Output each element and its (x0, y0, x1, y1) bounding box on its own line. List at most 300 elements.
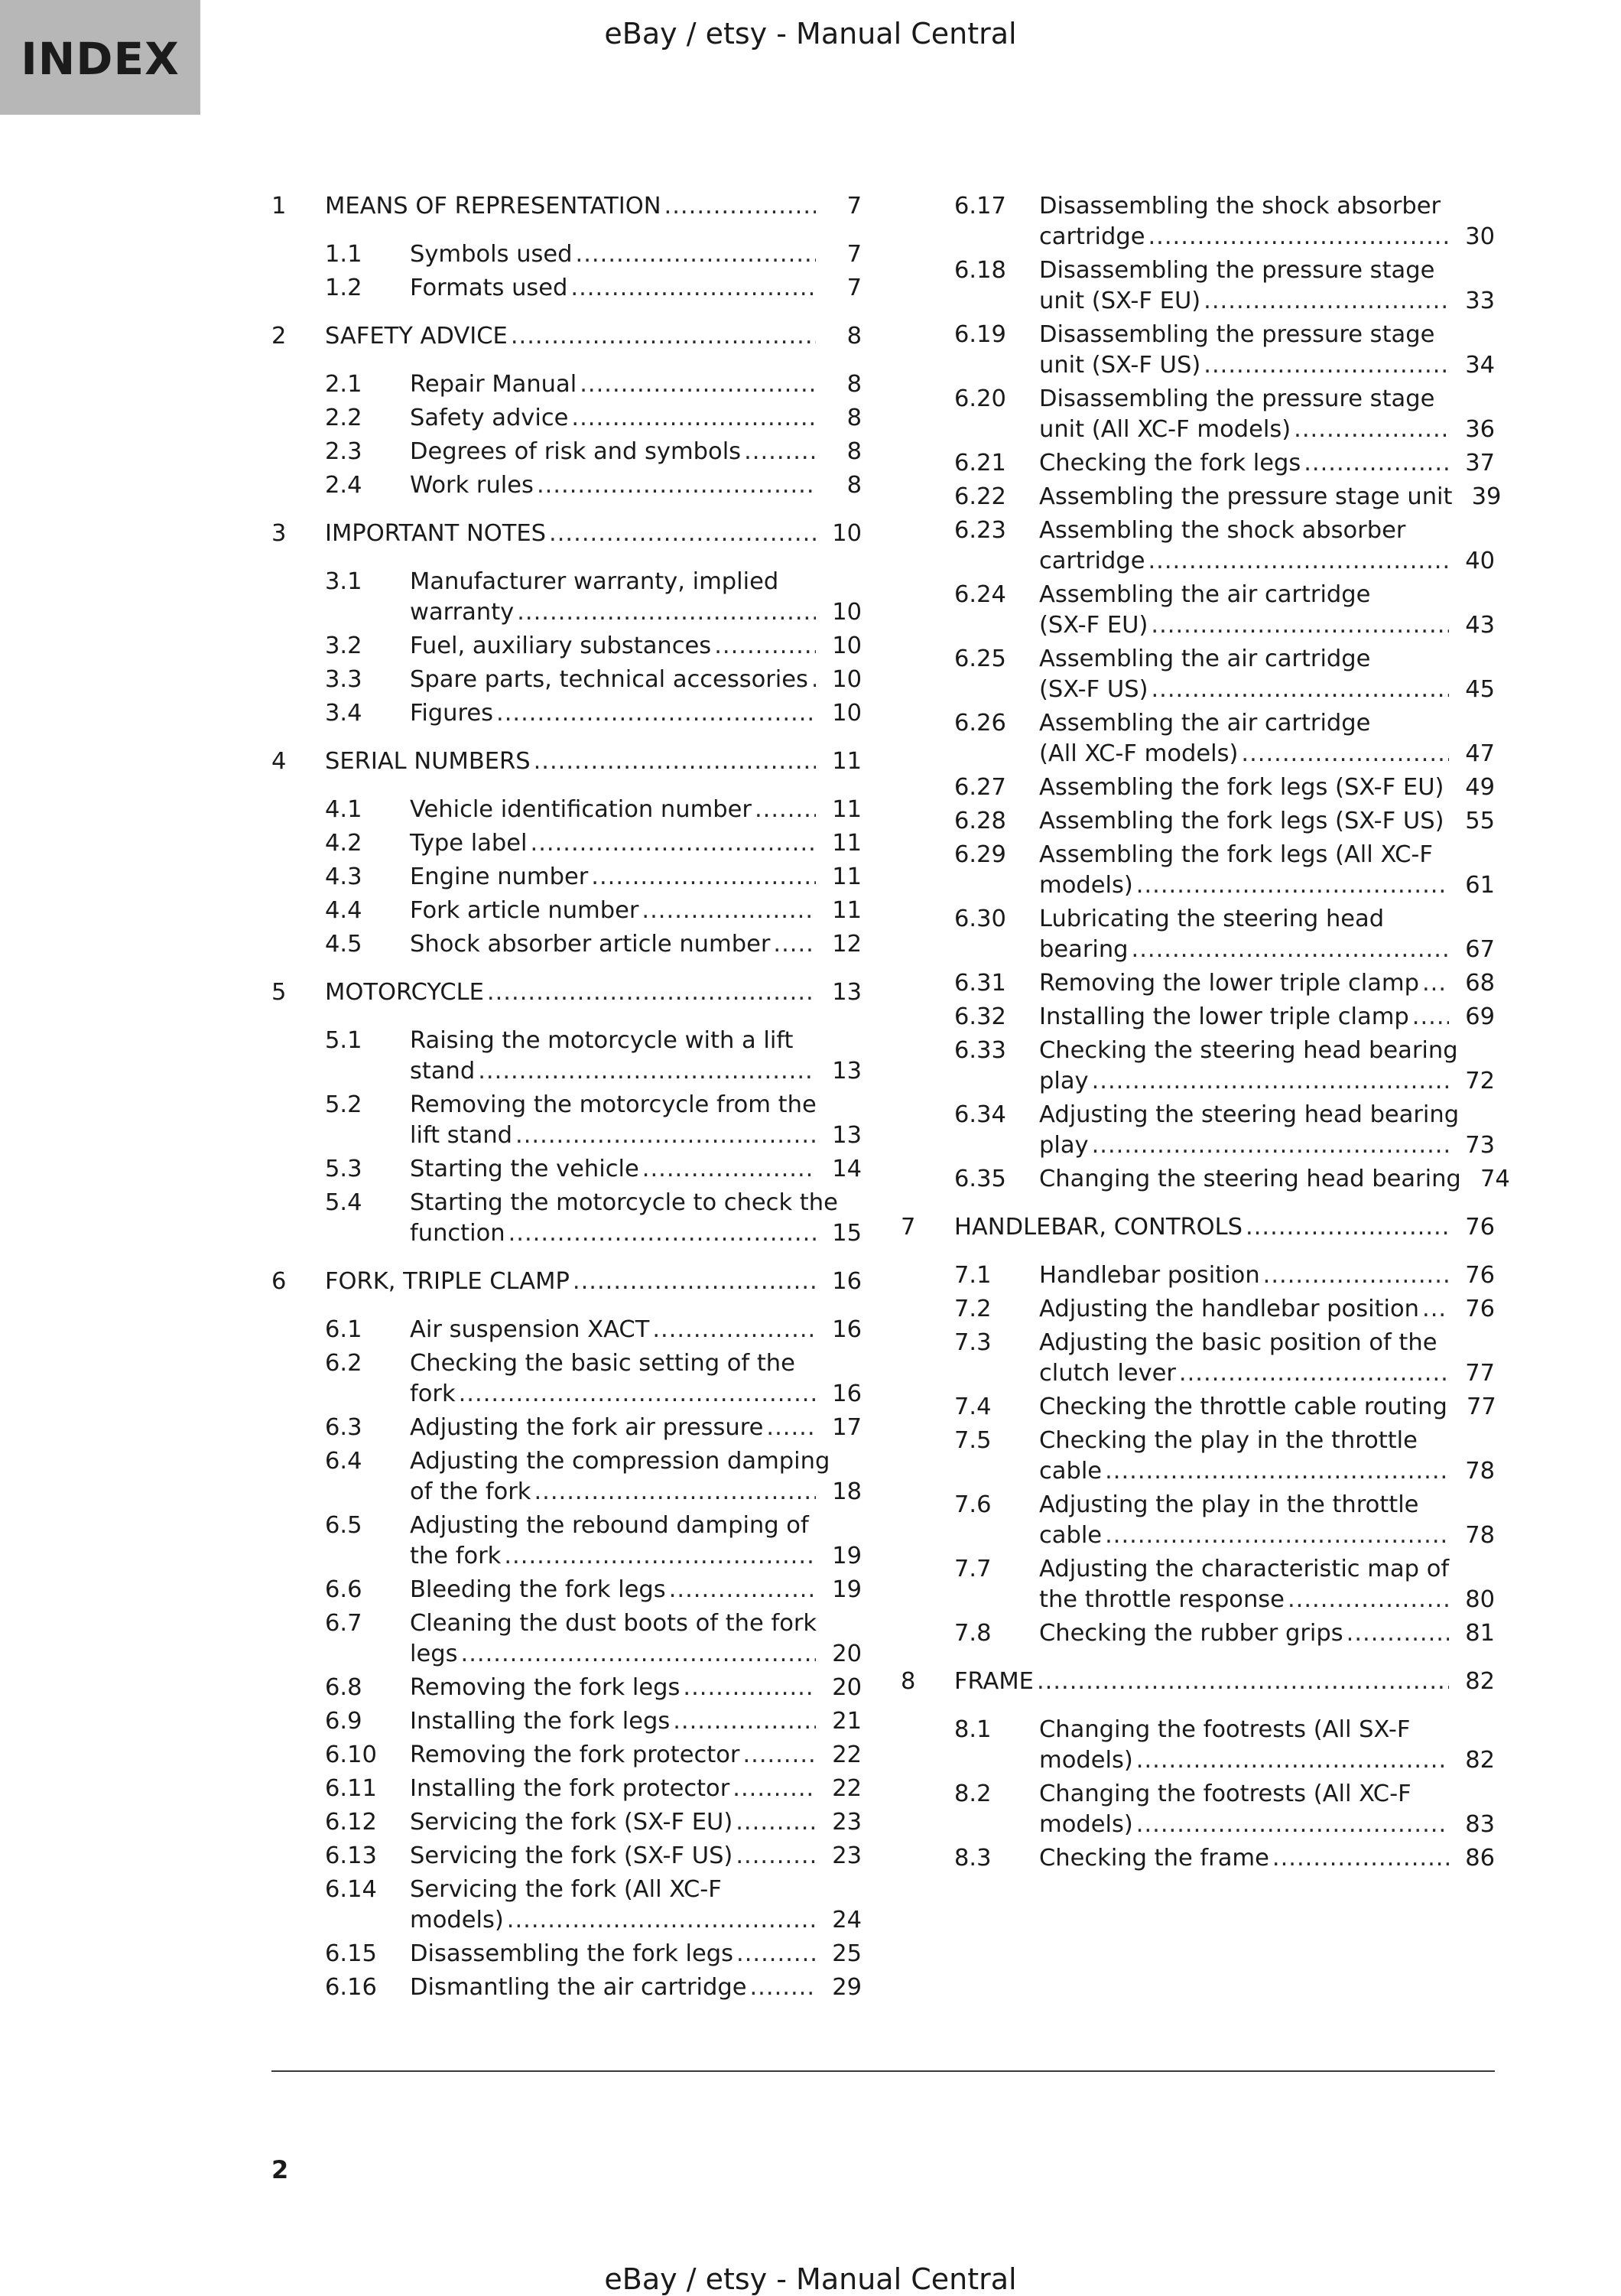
toc-number: 6.7 (325, 1610, 362, 1637)
toc-number: 4.3 (325, 863, 362, 890)
toc-page-number: 74 (1480, 1166, 1510, 1192)
toc-page-number: 13 (832, 1058, 862, 1085)
toc-chapter[interactable] (901, 1212, 1495, 1243)
dot-leader (534, 746, 816, 777)
toc-title-line: Adjusting the handlebar position (1039, 1296, 1419, 1322)
toc-title-line: play (1039, 1132, 1089, 1159)
footer-rule (271, 2070, 1495, 2072)
toc-entry[interactable] (271, 1807, 862, 1838)
toc-title (410, 1706, 862, 1737)
toc-number: 6.9 (325, 1708, 362, 1735)
toc-entry[interactable] (271, 795, 862, 825)
toc-title-line: Assembling the pressure stage unit (1039, 483, 1453, 510)
toc-title (410, 929, 862, 960)
toc-number: 6.31 (954, 970, 1006, 997)
toc-title-line: fork (410, 1381, 456, 1407)
toc-title-line: unit (All XC-F models) (1039, 416, 1291, 443)
toc-page-number: 33 (1465, 288, 1495, 314)
toc-title-line: FORK, TRIPLE CLAMP (325, 1268, 570, 1295)
dot-leader (1148, 546, 1449, 577)
dot-leader (1204, 286, 1449, 317)
toc-page-number: 82 (1465, 1747, 1495, 1774)
toc-title (1039, 1554, 1495, 1615)
toc-title-line: stand (410, 1058, 476, 1085)
toc-title-line: MEANS OF REPRESENTATION (325, 193, 661, 220)
toc-page-number: 68 (1465, 970, 1495, 997)
toc-title-line: Installing the lower triple clamp (1039, 1003, 1409, 1030)
toc-title-line: cartridge (1039, 548, 1145, 574)
dot-leader (531, 828, 816, 859)
toc-number: 6.30 (954, 906, 1006, 932)
toc-page-number: 20 (832, 1641, 862, 1667)
dot-leader (683, 1673, 816, 1703)
toc-page-number: 10 (832, 700, 862, 727)
toc-title (410, 437, 862, 467)
toc-chapter[interactable] (271, 191, 862, 222)
toc-page-number: 8 (846, 405, 862, 431)
toc-title-line: Servicing the fork (SX-F US) (410, 1842, 733, 1869)
dot-leader (1136, 1810, 1449, 1840)
toc-title (410, 239, 862, 270)
dot-leader (571, 403, 816, 434)
toc-number: 6.10 (325, 1742, 377, 1768)
toc-page-number: 55 (1465, 808, 1495, 834)
toc-number: 5 (271, 979, 287, 1006)
toc-entry[interactable] (901, 1392, 1495, 1423)
toc-entry[interactable] (901, 515, 1495, 577)
toc-number: 8.3 (954, 1845, 992, 1872)
dot-leader (507, 1905, 816, 1936)
toc-entry[interactable] (271, 1188, 862, 1249)
toc-page-number: 11 (832, 897, 862, 924)
dot-leader (478, 1056, 816, 1087)
dot-leader (537, 470, 816, 501)
toc-title-line: Removing the motorcycle from the (410, 1091, 817, 1118)
dot-leader (1241, 739, 1449, 769)
toc-title (1039, 708, 1495, 769)
dot-leader (1263, 1260, 1449, 1291)
dot-leader (736, 1807, 816, 1838)
toc-title (1039, 1490, 1495, 1551)
toc-title (1039, 1392, 1495, 1423)
toc-entry[interactable] (901, 448, 1495, 479)
toc-title-line: Assembling the fork legs (SX-F EU) (1039, 774, 1444, 801)
dot-leader (549, 519, 816, 549)
toc-entry[interactable] (901, 255, 1495, 317)
toc-title-line: FRAME (954, 1668, 1034, 1695)
toc-chapter[interactable] (271, 746, 862, 777)
toc-title (1039, 1100, 1495, 1161)
dot-leader (1246, 1212, 1449, 1243)
dot-leader (570, 273, 816, 304)
toc-title (325, 191, 862, 222)
toc-title (1039, 904, 1495, 965)
dot-leader (534, 1477, 816, 1507)
toc-entry[interactable] (271, 929, 862, 960)
toc-entry[interactable] (901, 840, 1495, 901)
toc-number: 5.3 (325, 1156, 362, 1182)
toc-title (1039, 1002, 1495, 1033)
toc-chapter[interactable] (271, 519, 862, 549)
dot-leader (766, 1413, 816, 1443)
dot-leader (1148, 222, 1449, 252)
toc-title-line: Shock absorber article number (410, 931, 771, 958)
toc-title (954, 1212, 1495, 1243)
toc-number: 6.5 (325, 1512, 362, 1539)
toc-number: 6.29 (954, 841, 1006, 868)
dot-leader (504, 1541, 816, 1572)
toc-title-line: Installing the fork legs (410, 1708, 671, 1735)
toc-title-line: Adjusting the play in the throttle (1039, 1491, 1419, 1518)
toc-number: 6.22 (954, 483, 1006, 510)
toc-page-number: 34 (1465, 352, 1495, 379)
toc-title-line: Cleaning the dust boots of the fork (410, 1610, 817, 1637)
toc-entry[interactable] (271, 369, 862, 400)
toc-title-line: Manufacturer warranty, implied (410, 568, 779, 595)
toc-title (1039, 772, 1495, 803)
toc-number: 1 (271, 193, 287, 220)
toc-entry[interactable] (901, 1260, 1495, 1291)
toc-title-line: legs (410, 1641, 458, 1667)
toc-entry[interactable] (901, 1490, 1495, 1551)
toc-chapter[interactable] (271, 1267, 862, 1297)
toc-entry[interactable] (901, 1100, 1495, 1161)
toc-number: 7.4 (954, 1394, 992, 1420)
toc-number: 8.2 (954, 1781, 992, 1807)
toc-title (1039, 806, 1495, 837)
toc-title-line: Changing the footrests (All XC-F (1039, 1781, 1411, 1807)
toc-entry[interactable] (901, 1715, 1495, 1776)
toc-title (410, 1575, 862, 1605)
toc-page-number: 36 (1465, 416, 1495, 443)
toc-title (325, 746, 862, 777)
toc-number: 6.20 (954, 385, 1006, 412)
toc-page-number: 80 (1465, 1586, 1495, 1613)
toc-title-line: Work rules (410, 472, 534, 499)
toc-entry[interactable] (271, 698, 862, 729)
toc-title-line: Starting the motorcycle to check the (410, 1189, 838, 1216)
toc-title (410, 1446, 862, 1507)
toc-title-line: models) (1039, 872, 1133, 899)
toc-title (410, 273, 862, 304)
dot-leader (517, 597, 816, 628)
toc-entry[interactable] (271, 1875, 862, 1936)
toc-entry[interactable] (901, 708, 1495, 769)
toc-title-line: Bleeding the fork legs (410, 1576, 666, 1603)
toc-title-line: Removing the fork protector (410, 1742, 740, 1768)
toc-number: 7.8 (954, 1620, 992, 1647)
toc-entry[interactable] (271, 1348, 862, 1410)
toc-number: 6.27 (954, 774, 1006, 801)
toc-title-line: the fork (410, 1543, 502, 1569)
toc-title-line: Spare parts, technical accessories (410, 666, 808, 693)
toc-number: 6.18 (954, 257, 1006, 284)
toc-title-line: function (410, 1220, 505, 1247)
toc-title-line: Fork article number (410, 897, 639, 924)
toc-number: 6 (271, 1268, 287, 1295)
toc-title (1039, 482, 1502, 512)
toc-title (410, 1673, 862, 1703)
toc-title-line: play (1039, 1068, 1089, 1094)
toc-title (410, 1875, 862, 1936)
toc-page-number: 47 (1465, 740, 1495, 767)
toc-entry[interactable] (901, 1002, 1495, 1033)
toc-entry[interactable] (271, 896, 862, 926)
toc-entry[interactable] (901, 384, 1495, 445)
toc-entry[interactable] (271, 1774, 862, 1804)
toc-number: 6.25 (954, 646, 1006, 672)
toc-number: 3.2 (325, 633, 362, 659)
toc-entry[interactable] (271, 828, 862, 859)
toc-page-number: 8 (846, 438, 862, 465)
toc-title-line: Checking the frame (1039, 1845, 1269, 1872)
toc-title-line: models) (410, 1907, 504, 1933)
toc-title (410, 1413, 862, 1443)
dot-leader (576, 239, 816, 270)
toc-entry[interactable] (901, 1426, 1495, 1487)
toc-entry[interactable] (901, 904, 1495, 965)
toc-title-line: SAFETY ADVICE (325, 323, 508, 350)
toc-title (410, 1608, 862, 1670)
toc-page-number: 72 (1465, 1068, 1495, 1094)
toc-number: 8.1 (954, 1716, 992, 1743)
toc-title-line: of the fork (410, 1478, 531, 1505)
toc-number: 3.1 (325, 568, 362, 595)
toc-title-line: the throttle response (1039, 1586, 1285, 1613)
dot-leader (1132, 935, 1449, 965)
toc-page-number: 12 (832, 931, 862, 958)
toc-title (1039, 968, 1495, 999)
dot-leader (755, 795, 816, 825)
toc-page-number: 29 (832, 1974, 862, 2001)
toc-title (325, 1267, 862, 1297)
toc-entry[interactable] (901, 968, 1495, 999)
dot-leader (1294, 415, 1449, 445)
toc-column-left (271, 191, 862, 2006)
toc-entry[interactable] (271, 862, 862, 893)
toc-number: 3 (271, 520, 287, 547)
toc-number: 7.1 (954, 1262, 992, 1289)
toc-number: 2.3 (325, 438, 362, 465)
toc-entry[interactable] (271, 1575, 862, 1605)
toc-title-line: Adjusting the compression damping (410, 1448, 830, 1475)
toc-page-number: 16 (832, 1316, 862, 1343)
toc-chapter[interactable] (271, 977, 862, 1008)
toc-title (410, 1807, 862, 1838)
toc-title (1039, 255, 1495, 317)
toc-entry[interactable] (271, 1413, 862, 1443)
toc-number: 6.14 (325, 1876, 377, 1903)
toc-entry[interactable] (271, 1972, 862, 2003)
toc-entry[interactable] (271, 1154, 862, 1185)
toc-title-line: MOTORCYCLE (325, 979, 484, 1006)
toc-page-number: 11 (832, 796, 862, 823)
toc-entry[interactable] (901, 644, 1495, 705)
toc-title-line: Checking the throttle cable routing (1039, 1394, 1447, 1420)
toc-title (325, 321, 862, 352)
toc-title (410, 1841, 862, 1872)
toc-page-number: 30 (1465, 223, 1495, 250)
toc-chapter[interactable] (901, 1667, 1495, 1697)
toc-entry[interactable] (901, 580, 1495, 641)
toc-entry[interactable] (901, 191, 1495, 252)
dot-leader (459, 1379, 816, 1410)
toc-title-line: Air suspension XACT (410, 1316, 650, 1343)
toc-page-number: 67 (1465, 936, 1495, 963)
toc-entry[interactable] (271, 437, 862, 467)
toc-title-line: cable (1039, 1458, 1103, 1485)
toc-entry[interactable] (901, 482, 1502, 512)
index-tab: INDEX (0, 0, 200, 115)
toc-page-number: 77 (1465, 1360, 1495, 1387)
toc-entry[interactable] (271, 239, 862, 270)
toc-number: 2.2 (325, 405, 362, 431)
toc-number: 6.24 (954, 581, 1006, 608)
dot-leader (736, 1841, 816, 1872)
toc-page-number: 76 (1465, 1262, 1495, 1289)
toc-page-number: 8 (846, 472, 862, 499)
toc-page-number: 61 (1465, 872, 1495, 899)
toc-title-line: Servicing the fork (SX-F EU) (410, 1809, 733, 1836)
toc-entry[interactable] (271, 273, 862, 304)
toc-title (410, 1939, 862, 1969)
toc-number: 5.4 (325, 1189, 362, 1216)
toc-number: 6.6 (325, 1576, 362, 1603)
toc-page-number: 24 (832, 1907, 862, 1933)
toc-title-line: Repair Manual (410, 371, 577, 398)
toc-page-number: 7 (846, 275, 862, 301)
dot-leader (1151, 610, 1449, 641)
toc-entry[interactable] (271, 631, 862, 662)
toc-number: 6.11 (325, 1775, 377, 1802)
toc-title-line: Disassembling the pressure stage (1039, 385, 1435, 412)
toc-title-line: Raising the motorcycle with a lift (410, 1027, 794, 1054)
toc-entry[interactable] (901, 1294, 1495, 1325)
toc-entry[interactable] (901, 1164, 1510, 1195)
toc-entry[interactable] (271, 665, 862, 695)
toc-number: 6.15 (325, 1940, 377, 1967)
toc-title-line: Assembling the shock absorber (1039, 517, 1406, 544)
toc-title (410, 1972, 862, 2003)
toc-entry[interactable] (271, 567, 862, 628)
toc-title (1039, 1843, 1495, 1874)
toc-page-number: 76 (1465, 1296, 1495, 1322)
toc-entry[interactable] (271, 1315, 862, 1345)
toc-title (410, 1090, 862, 1151)
toc-number: 6.26 (954, 710, 1006, 737)
toc-entry[interactable] (901, 772, 1495, 803)
toc-page-number: 22 (832, 1742, 862, 1768)
dot-leader (1204, 350, 1449, 381)
toc-entry[interactable] (901, 1328, 1495, 1389)
dot-leader (1422, 968, 1449, 999)
toc-page-number: 77 (1467, 1394, 1496, 1420)
toc-number: 6.12 (325, 1809, 377, 1836)
dot-leader (642, 1154, 816, 1185)
toc-title (1039, 384, 1495, 445)
toc-entry[interactable] (271, 1026, 862, 1087)
toc-title-line: Installing the fork protector (410, 1775, 730, 1802)
toc-page-number: 39 (1471, 483, 1502, 510)
toc-number: 3.4 (325, 700, 362, 727)
toc-entry[interactable] (271, 1841, 862, 1872)
toc-entry[interactable] (271, 1608, 862, 1670)
toc-entry[interactable] (271, 1090, 862, 1151)
toc-title-line: Disassembling the fork legs (410, 1940, 734, 1967)
toc-entry[interactable] (271, 1740, 862, 1771)
toc-title-line: Assembling the air cartridge (1039, 646, 1371, 672)
toc-page-number: 7 (846, 241, 862, 268)
toc-number: 6.19 (954, 321, 1006, 348)
toc-entry[interactable] (271, 403, 862, 434)
toc-title (1039, 1426, 1495, 1487)
toc-title (410, 567, 862, 628)
toc-page-number: 7 (846, 193, 862, 220)
toc-entry[interactable] (901, 1843, 1495, 1874)
toc-entry[interactable] (901, 1618, 1495, 1649)
toc-entry[interactable] (271, 1939, 862, 1969)
toc-page-number: 78 (1465, 1522, 1495, 1549)
toc-entry[interactable] (901, 320, 1495, 381)
toc-page-number: 11 (832, 830, 862, 857)
toc-entry[interactable] (271, 1673, 862, 1703)
toc-title (410, 896, 862, 926)
dot-leader (773, 929, 816, 960)
toc-title (410, 1348, 862, 1410)
watermark-bottom: eBay / etsy - Manual Central (604, 2262, 1017, 2296)
toc-title (410, 403, 862, 434)
toc-entry[interactable] (901, 1779, 1495, 1840)
toc-page-number: 10 (832, 520, 862, 547)
dot-leader (1105, 1520, 1449, 1551)
toc-number: 6.35 (954, 1166, 1006, 1192)
toc-page-number: 19 (832, 1576, 862, 1603)
toc-entry[interactable] (901, 1036, 1495, 1097)
toc-title-line: Adjusting the fork air pressure (410, 1414, 764, 1441)
toc-chapter[interactable] (271, 321, 862, 352)
toc-title-line: (All XC-F models) (1039, 740, 1239, 767)
toc-title-line: Fuel, auxiliary substances (410, 633, 712, 659)
toc-title (954, 1667, 1495, 1697)
toc-title (1039, 320, 1495, 381)
toc-number: 1.2 (325, 275, 362, 301)
toc-page-number: 82 (1465, 1668, 1495, 1695)
toc-page-number: 10 (832, 666, 862, 693)
toc-page-number: 13 (832, 1122, 862, 1149)
dot-leader (642, 896, 816, 926)
toc-entry[interactable] (271, 1446, 862, 1507)
toc-title-line: Checking the rubber grips (1039, 1620, 1343, 1647)
toc-page-number: 10 (832, 633, 862, 659)
toc-entry[interactable] (901, 806, 1495, 837)
toc-entry[interactable] (271, 470, 862, 501)
toc-title-line: Disassembling the shock absorber (1039, 193, 1441, 220)
toc-title (1039, 1779, 1495, 1840)
toc-title (410, 1154, 862, 1185)
toc-number: 6.2 (325, 1350, 362, 1377)
toc-number: 6.17 (954, 193, 1006, 220)
toc-page-number: 73 (1465, 1132, 1495, 1159)
toc-title-line: Removing the lower triple clamp (1039, 970, 1419, 997)
toc-title (1039, 1715, 1495, 1776)
toc-entry[interactable] (271, 1511, 862, 1572)
dot-leader (1151, 675, 1449, 705)
toc-entry[interactable] (901, 1554, 1495, 1615)
toc-entry[interactable] (271, 1706, 862, 1737)
toc-number: 5.2 (325, 1091, 362, 1118)
dot-leader (487, 977, 816, 1008)
toc-page-number: 40 (1465, 548, 1495, 574)
